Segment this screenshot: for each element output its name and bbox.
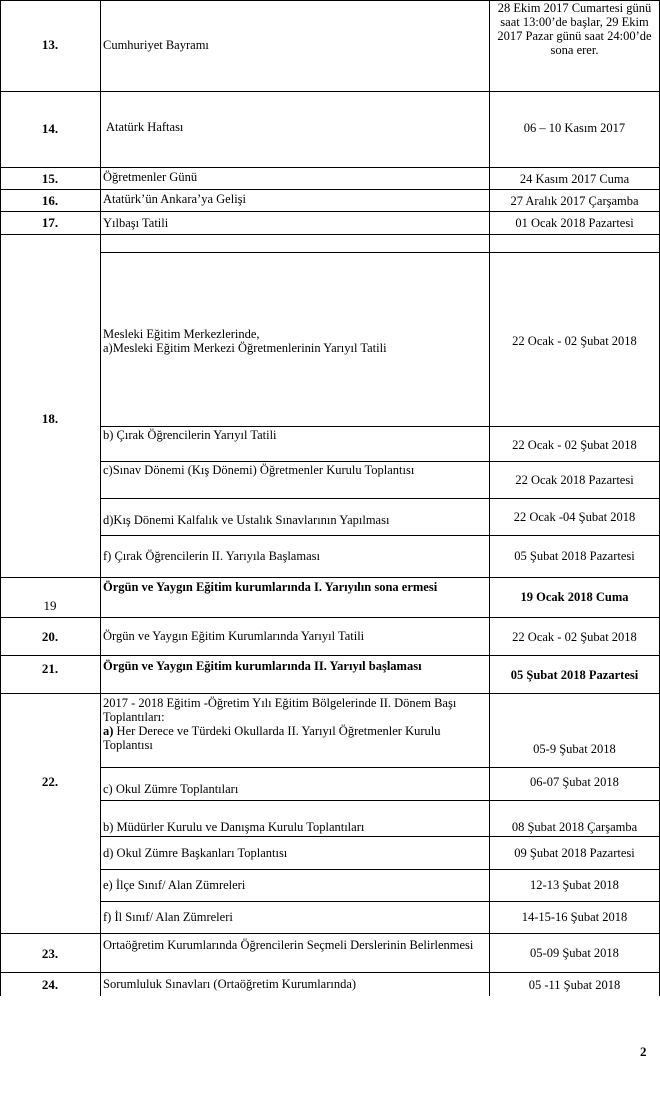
rule	[100, 836, 660, 837]
row-number: 17.	[41, 215, 59, 230]
event-date: 05-9 Şubat 2018	[533, 742, 616, 756]
event-text: c) Okul Zümre Toplantıları	[103, 782, 239, 796]
rule	[0, 577, 660, 578]
event-date: 24 Kasım 2017 Cuma	[519, 172, 630, 186]
event-text: Örgün ve Yaygın Eğitim kurumlarında II. Yarıyıl başlaması	[103, 659, 422, 673]
page-number: 2	[640, 1044, 647, 1059]
event-text	[103, 696, 487, 752]
event-text: f) İl Sınıf/ Alan Zümreleri	[103, 910, 233, 924]
event-text: b) Çırak Öğrencilerin Yarıyıl Tatili	[103, 428, 277, 442]
event-text: f) Çırak Öğrencilerin II. Yarıyıla Başlaması	[103, 549, 320, 563]
row-number: 23.	[41, 946, 59, 961]
sub-heading: Mesleki Eğitim Merkezlerinde,	[103, 327, 260, 341]
event-date: 28 Ekim 2017 Cumartesi günü saat 13:00’de başlar, 29 Ekim 2017 Pazar günü saat 24:00’de sona erer.	[497, 1, 652, 57]
row-number: 19	[43, 598, 57, 613]
rule	[100, 426, 660, 427]
rule	[0, 655, 660, 656]
event-date: 22 Ocak - 02 Şubat 2018	[512, 334, 637, 348]
rule	[100, 498, 660, 499]
sub-heading: 2017 - 2018 Eğitim -Öğretim Yılı Eğitim Bölgelerinde II. Dönem Başı Toplantıları:	[103, 696, 457, 724]
event-text: Cumhuriyet Bayramı	[103, 38, 209, 52]
rule	[100, 0, 101, 996]
row-number: 16.	[41, 193, 59, 208]
rule	[0, 167, 660, 168]
event-text: Sorumluluk Sınavları (Ortaöğretim Kurumlarında)	[103, 977, 357, 991]
event-date: 22 Ocak 2018 Pazartesi	[515, 473, 634, 487]
event-date: 22 Ocak -04 Şubat 2018	[513, 510, 636, 524]
event-text: c)Sınav Dönemi (Kış Dönemi) Öğretmenler Kurulu Toplantısı	[103, 463, 415, 477]
event-date: 12-13 Şubat 2018	[530, 878, 619, 892]
rule	[0, 91, 660, 92]
event-text: Örgün ve Yaygın Eğitim Kurumlarında Yarıyıl Tatili	[103, 629, 365, 643]
sub-item: a)Mesleki Eğitim Merkezi Öğretmenlerinin Yarıyıl Tatili	[103, 341, 387, 355]
event-text: Yılbaşı Tatili	[103, 216, 169, 230]
event-date: 01 Ocak 2018 Pazartesi	[515, 216, 634, 230]
rule	[0, 211, 660, 212]
event-text: Atatürk’ün Ankara’ya Gelişi	[103, 192, 247, 206]
rule	[0, 0, 1, 996]
rule	[0, 972, 660, 973]
event-date: 08 Şubat 2018 Çarşamba	[511, 820, 638, 834]
rule	[100, 901, 660, 902]
event-date: 05 -11 Şubat 2018	[528, 978, 621, 992]
rule	[100, 800, 660, 801]
row-number: 20.	[41, 629, 59, 644]
rule	[100, 767, 660, 768]
event-text: Atatürk Haftası	[106, 120, 184, 134]
event-date: 05 Şubat 2018 Pazartesi	[514, 549, 635, 563]
row-number: 13.	[41, 37, 59, 52]
event-text: b) Müdürler Kurulu ve Danışma Kurulu Toplantıları	[103, 820, 365, 834]
event-date: 09 Şubat 2018 Pazartesi	[514, 846, 635, 860]
rule	[100, 535, 660, 536]
event-date: 14-15-16 Şubat 2018	[521, 910, 628, 924]
item-letter: a)	[103, 724, 114, 738]
row-number: 24.	[41, 977, 59, 992]
event-date: 22 Ocak - 02 Şubat 2018	[512, 438, 637, 452]
event-text: Öğretmenler Günü	[103, 170, 198, 184]
row-number: 18.	[41, 411, 59, 426]
rule	[0, 189, 660, 190]
event-text	[103, 327, 487, 355]
rule	[100, 252, 660, 253]
row-number: 15.	[41, 171, 59, 186]
event-date: 19 Ocak 2018 Cuma	[520, 590, 629, 604]
rule	[0, 933, 660, 934]
row-number: 21.	[41, 661, 59, 676]
event-text: d) Okul Zümre Başkanları Toplantısı	[103, 846, 288, 860]
sub-item	[103, 724, 487, 752]
event-text: Örgün ve Yaygın Eğitim kurumlarında I. Yarıyılın sona ermesi	[103, 580, 438, 594]
rule	[0, 693, 660, 694]
row-number: 22.	[41, 774, 59, 789]
row-number: 14.	[41, 121, 59, 136]
event-date: 06 – 10 Kasım 2017	[523, 121, 626, 135]
event-date: 22 Ocak - 02 Şubat 2018	[512, 630, 637, 644]
rule	[0, 617, 660, 618]
event-date: 06-07 Şubat 2018	[530, 775, 619, 789]
rule	[0, 234, 660, 235]
event-text: Ortaöğretim Kurumlarında Öğrencilerin Seçmeli Derslerinin Belirlenmesi	[103, 938, 474, 952]
event-text: d)Kış Dönemi Kalfalık ve Ustalık Sınavlarının Yapılması	[103, 513, 390, 527]
event-date: 05 Şubat 2018 Pazartesi	[510, 668, 639, 682]
event-date: 05-09 Şubat 2018	[530, 946, 619, 960]
item-text: Her Derece ve Türdeki Okullarda II. Yarıyıl Öğretmenler Kurulu Toplantısı	[103, 724, 441, 752]
rule	[100, 461, 660, 462]
event-date: 27 Aralık 2017 Çarşamba	[510, 194, 639, 208]
event-text: e) İlçe Sınıf/ Alan Zümreleri	[103, 878, 246, 892]
rule	[100, 869, 660, 870]
